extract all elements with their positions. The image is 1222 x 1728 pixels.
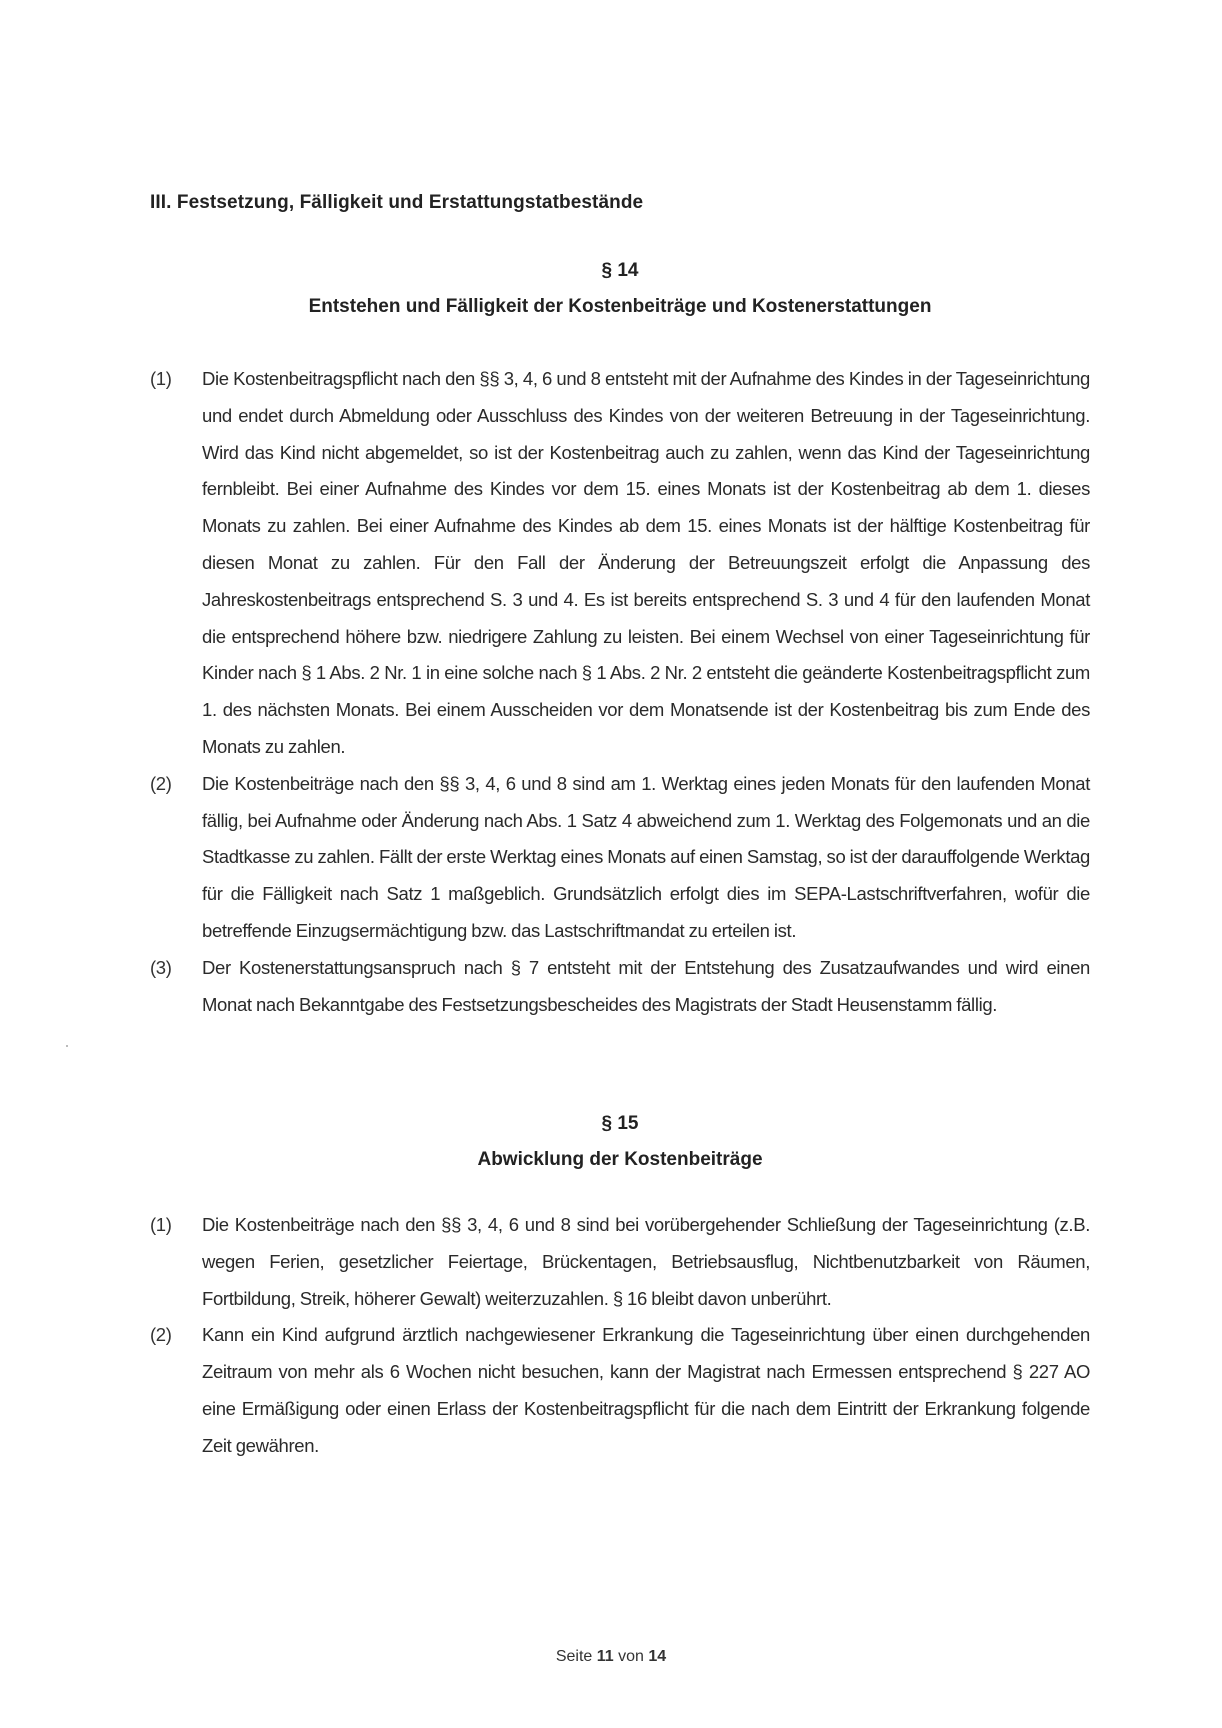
page-footer bbox=[0, 1648, 1222, 1666]
scan-artifact-dot bbox=[66, 1045, 68, 1047]
footer-separator: von bbox=[618, 1648, 644, 1665]
section-number: § 14 bbox=[601, 260, 639, 281]
paragraph-text: Die Kostenbeitragspflicht nach den §§ 3, 4, 6 und 8 entsteht mit der Aufnahme des Kindes in der Tageseinrichtung und endet durch Abmeldung oder Ausschluss des Kindes von der weiteren Betreuung in der Tageseinrichtung. Wird das Kind nicht abgemeldet, so ist der Kostenbeitrag auch zu zahlen, wenn das Kind der Tageseinrichtung fernbleibt. Bei einer Aufnahme des Kindes vor dem 15. eines Monats ist der Kostenbeitrag ab dem 1. dieses Monats zu zahlen. Bei einer Aufnahme des Kindes ab dem 15. eines Monats ist der hälftige Kostenbeitrag für diesen Monat zu zahlen. Für den Fall der Änderung der Betreuungszeit erfolgt die Anpassung des Jahreskostenbeitrags entsprechend S. 3 und 4. Es ist bereits entsprechend S. 3 und 4 für den laufenden Monat die entsprechend höhere bzw. niedrigere Zahlung zu leisten. Bei einem Wechsel von einer Tageseinrichtung für Kinder nach § 1 Abs. 2 Nr. 1 in eine solche nach § 1 Abs. 2 Nr. 2 entsteht die geänderte Kostenbeitragspflicht zum 1. des nächsten Monats. Bei einem Ausscheiden vor dem Monatsende ist der Kostenbeitrag bis zum Ende des Monats zu zahlen. bbox=[202, 368, 1090, 757]
paragraph-list bbox=[150, 361, 1090, 1023]
paragraph-text: Die Kostenbeiträge nach den §§ 3, 4, 6 und 8 sind am 1. Werktag eines jeden Monats für den laufenden Monat fällig, bei Aufnahme oder Änderung nach Abs. 1 Satz 4 abweichend zum 1. Werktag des Folgemonats und an die Stadtkasse zu zahlen. Fällt der erste Werktag eines Monats auf einen Samstag, so ist der darauffolgende Werktag für die Fälligkeit nach Satz 1 maßgeblich. Grundsätzlich erfolgt dies im SEPA-Lastschriftverfahren, wofür die betreffende Einzugsermächtigung bzw. das Lastschriftmandat zu erteilen ist. bbox=[202, 772, 1090, 941]
paragraph-number: (3) bbox=[150, 956, 172, 978]
section-title: Abwicklung der Kostenbeiträge bbox=[477, 1149, 763, 1170]
paragraph-list bbox=[150, 1207, 1090, 1465]
paragraph bbox=[150, 1317, 1090, 1464]
paragraph bbox=[150, 1207, 1090, 1317]
section-title: Entstehen und Fälligkeit der Kostenbeiträge und Kostenerstattungen bbox=[308, 296, 932, 317]
footer-current-page: 11 bbox=[596, 1648, 614, 1665]
footer-prefix: Seite bbox=[555, 1648, 593, 1665]
footer-total-pages: 14 bbox=[648, 1648, 667, 1665]
paragraph-text: Kann ein Kind aufgrund ärztlich nachgewiesener Erkrankung die Tageseinrichtung über einen durchgehenden Zeitraum von mehr als 6 Wochen nicht besuchen, kann der Magistrat nach Ermessen entsprechend § 227 AO eine Ermäßigung oder einen Erlass der Kostenbeitragspflicht für die nach dem Eintritt der Erkrankung folgende Zeit gewähren. bbox=[202, 1324, 1090, 1456]
paragraph bbox=[150, 361, 1090, 766]
paragraph bbox=[150, 766, 1090, 950]
paragraph-number: (2) bbox=[150, 772, 172, 794]
paragraph-text: Der Kostenerstattungsanspruch nach § 7 entsteht mit der Entstehung des Zusatzaufwandes und wird einen Monat nach Bekanntgabe des Festsetzungsbescheides des Magistrats der Stadt Heusenstamm fällig. bbox=[202, 956, 1090, 1015]
section-15 bbox=[150, 1113, 1090, 1465]
section-number: § 15 bbox=[601, 1113, 639, 1134]
paragraph bbox=[150, 950, 1090, 1024]
paragraph-number: (1) bbox=[150, 368, 172, 389]
paragraph-number: (2) bbox=[150, 1324, 172, 1346]
section-14 bbox=[150, 260, 1090, 1023]
paragraph-text: Die Kostenbeiträge nach den §§ 3, 4, 6 und 8 sind bei vorübergehender Schließung der Tageseinrichtung (z.B. wegen Ferien, gesetzlicher Feiertage, Brückentagen, Betriebsausflug, Nichtbenutzbarkeit von Räumen, Fortbildung, Streik, höherer Gewalt) weiterzuzahlen. § 16 bleibt davon unberührt. bbox=[202, 1214, 1090, 1309]
chapter-heading: III. Festsetzung, Fälligkeit und Erstattungstatbestände bbox=[150, 192, 644, 213]
paragraph-number: (1) bbox=[150, 1214, 172, 1235]
